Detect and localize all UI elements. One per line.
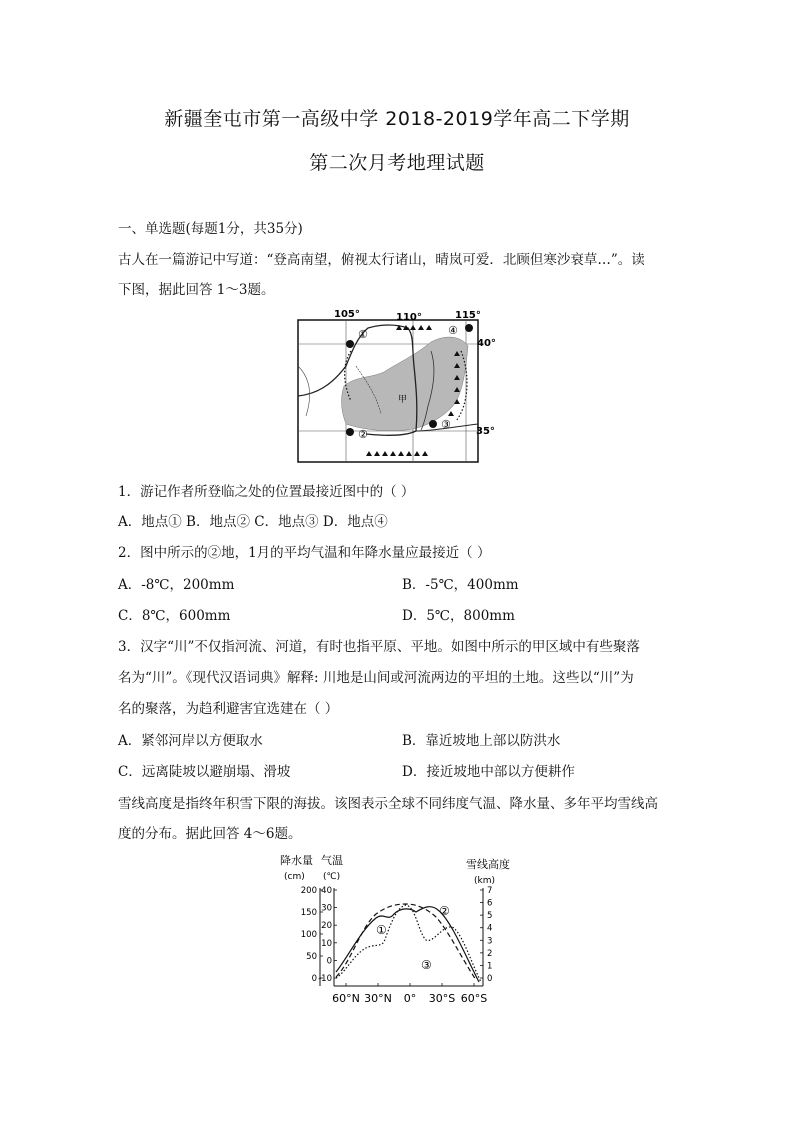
precip-axis-tick-label: 200 xyxy=(300,886,317,896)
section-heading: 一、单选题(每题1分，共35分) xyxy=(118,221,303,237)
lon-105: 105° xyxy=(334,309,360,320)
temp-axis-unit: (℃) xyxy=(323,872,341,882)
q3-option-d: D．接近坡地中部以方便耕作 xyxy=(402,764,575,780)
curve-3-label: ③ xyxy=(421,958,432,972)
q2-option-a: A．-8℃，200mm xyxy=(118,577,235,593)
page-title-line1: 新疆奎屯市第一高级中学 2018-2019学年高二下学期 xyxy=(164,108,630,130)
q3-stem-line3: 名的聚落，为趋利避害宜选建在（ ） xyxy=(118,701,339,717)
precip-axis-tick-label: 100 xyxy=(300,930,317,940)
q2-option-c: C．8℃，600mm xyxy=(118,608,231,624)
x-axis-tick-label: 60°N xyxy=(332,992,360,1005)
intro2-line1: 雪线高度是指终年积雪下限的海拔。该图表示全球不同纬度气温、降水量、多年平均雪线高 xyxy=(118,796,658,812)
q2-stem: 2．图中所示的②地，1月的平均气温和年降水量应最接近（ ） xyxy=(118,545,491,561)
curve-precipitation xyxy=(336,905,481,982)
snowline-axis-tick-label: 5 xyxy=(487,911,493,922)
temp-axis-tick-label: -10 xyxy=(318,974,332,984)
precip-axis-unit: (cm) xyxy=(284,872,305,882)
point-4-label: ④ xyxy=(448,324,458,337)
snowline-chart-svg xyxy=(276,852,516,1012)
q2-option-d: D．5℃，800mm xyxy=(402,608,515,624)
temp-axis-label: 气温 xyxy=(321,854,343,867)
x-axis-tick-label: 30°S xyxy=(428,992,456,1005)
x-axis-tick-label: 30°N xyxy=(364,992,392,1005)
point-1-label: ① xyxy=(358,328,368,341)
snowline-axis-tick-label: 4 xyxy=(487,923,493,934)
lon-115: 115° xyxy=(455,310,481,321)
lon-110: 110° xyxy=(396,312,422,323)
snowline-axis-tick-label: 2 xyxy=(487,948,493,959)
precip-axis-tick-label: 150 xyxy=(300,908,317,918)
q1-options: A．地点① B．地点② C．地点③ D．地点④ xyxy=(118,514,388,530)
snowline-chart xyxy=(276,852,516,1012)
lat-35: 35° xyxy=(476,426,495,437)
curve-temperature xyxy=(336,904,476,980)
point-2-label: ② xyxy=(358,428,368,441)
x-axis-tick-label: 0° xyxy=(403,992,417,1005)
map-svg xyxy=(296,306,498,466)
q3-stem-line2: 名为“川”。《现代汉语词典》解释: 川地是山间或河流两边的平坦的土地。这些以“川”为 xyxy=(118,670,634,686)
temp-axis-tick-label: 20 xyxy=(321,921,332,932)
temp-axis-tick-label: 40 xyxy=(321,886,332,896)
q3-option-a: A．紧邻河岸以方便取水 xyxy=(118,733,263,749)
intro2-line2: 度的分布。据此回答 4～6题。 xyxy=(118,826,302,842)
curve-2-label: ② xyxy=(439,904,450,918)
lat-40: 40° xyxy=(477,338,496,349)
curve-snowline xyxy=(336,907,479,982)
precip-axis-tick-label: 50 xyxy=(306,952,317,962)
q3-option-c: C．远离陡坡以避崩塌、滑坡 xyxy=(118,764,291,780)
intro1-line1: 古人在一篇游记中写道：“登高南望，俯视太行诸山，晴岚可爱．北顾但寒沙衰草…”。读 xyxy=(118,252,645,268)
snowline-axis-label: 雪线高度 xyxy=(466,858,510,871)
curve-1-label: ① xyxy=(376,923,387,937)
snowline-axis-tick-label: 0 xyxy=(487,974,493,984)
point-3-label: ③ xyxy=(441,418,451,431)
q1-stem: 1．游记作者所登临之处的位置最接近图中的（ ） xyxy=(118,484,415,500)
page-title-line2: 第二次月考地理试题 xyxy=(309,152,485,174)
precip-axis-label: 降水量 xyxy=(280,854,313,867)
snowline-axis-tick-label: 3 xyxy=(487,936,493,947)
q3-option-b: B．靠近坡地上部以防洪水 xyxy=(402,733,561,749)
snowline-axis-unit: (km) xyxy=(474,876,496,886)
temp-axis-tick-label: 10 xyxy=(321,938,332,949)
q3-stem-line1: 3．汉字“川”不仅指河流、河道，有时也指平原、平地。如图中所示的甲区域中有些聚落 xyxy=(118,639,640,655)
snowline-axis-tick-label: 1 xyxy=(487,961,493,972)
precip-axis-tick-label: 0 xyxy=(311,974,317,984)
temp-axis-tick-label: 30 xyxy=(321,903,332,914)
snowline-axis-tick-label: 6 xyxy=(487,898,493,909)
x-axis-tick-label: 60°S xyxy=(460,992,488,1005)
map-figure xyxy=(296,306,498,466)
region-label: 甲 xyxy=(398,395,408,405)
intro1-line2: 下图，据此回答 1～3题。 xyxy=(118,282,275,298)
snowline-axis-tick-label: 7 xyxy=(487,886,493,896)
temp-axis-tick-label: 0 xyxy=(326,956,332,967)
q2-option-b: B．-5℃，400mm xyxy=(402,577,519,593)
